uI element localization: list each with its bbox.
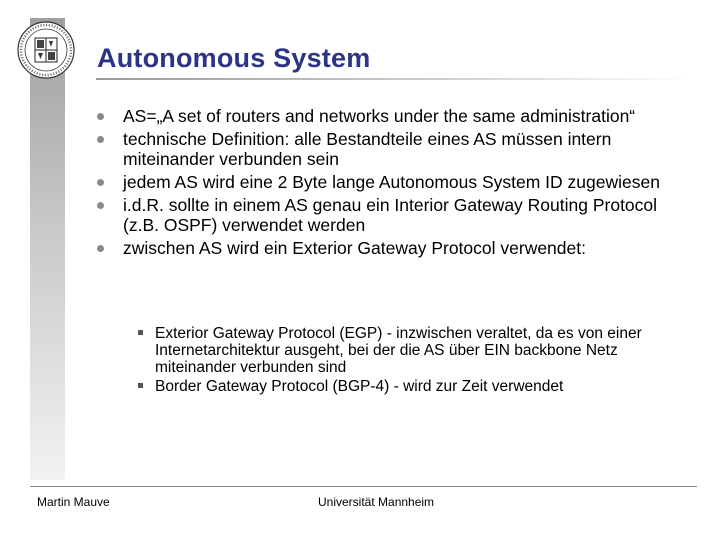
bullet-list xyxy=(95,106,695,261)
sub-bullet-text: Exterior Gateway Protocol (EGP) - inzwischen veraltet, da es von einer Internetarchitektur ausgeht, bei der die AS über EIN backbone Netz miteinander verbunden sind xyxy=(155,325,642,376)
circle-bullet-icon xyxy=(97,136,104,143)
bullet-item xyxy=(95,195,695,235)
footer-author: Martin Mauve xyxy=(37,495,110,509)
footer-divider xyxy=(30,486,697,487)
bullet-item xyxy=(95,238,695,258)
sub-bullet-item xyxy=(137,378,697,395)
bullet-item xyxy=(95,172,695,192)
circle-bullet-icon xyxy=(97,113,104,120)
bullet-text: technische Definition: alle Bestandteile eines AS müssen intern miteinander verbunden sein xyxy=(123,129,612,169)
bullet-item xyxy=(95,129,695,169)
university-seal-icon xyxy=(16,20,76,80)
bullet-text: zwischen AS wird ein Exterior Gateway Protocol verwendet: xyxy=(123,238,586,258)
bullet-text: i.d.R. sollte in einem AS genau ein Interior Gateway Routing Protocol (z.B. OSPF) verwendet werden xyxy=(123,195,658,235)
bullet-text: AS=„A set of routers and networks under the same administration“ xyxy=(123,106,636,126)
slide-title: Autonomous System xyxy=(97,43,371,73)
square-bullet-icon xyxy=(138,383,143,388)
bullet-item xyxy=(95,106,695,126)
sidebar-gradient-bar xyxy=(30,18,65,480)
sub-bullet-item xyxy=(137,325,697,376)
sub-bullet-list xyxy=(137,325,697,397)
circle-bullet-icon xyxy=(97,179,104,186)
circle-bullet-icon xyxy=(97,202,104,209)
footer-institution: Universität Mannheim xyxy=(318,495,435,509)
circle-bullet-icon xyxy=(97,245,104,252)
bullet-text: jedem AS wird eine 2 Byte lange Autonomous System ID zugewiesen xyxy=(123,172,660,192)
square-bullet-icon xyxy=(138,330,143,335)
sub-bullet-text: Border Gateway Protocol (BGP-4) - wird zur Zeit verwendet xyxy=(155,378,564,395)
title-divider xyxy=(96,78,696,80)
